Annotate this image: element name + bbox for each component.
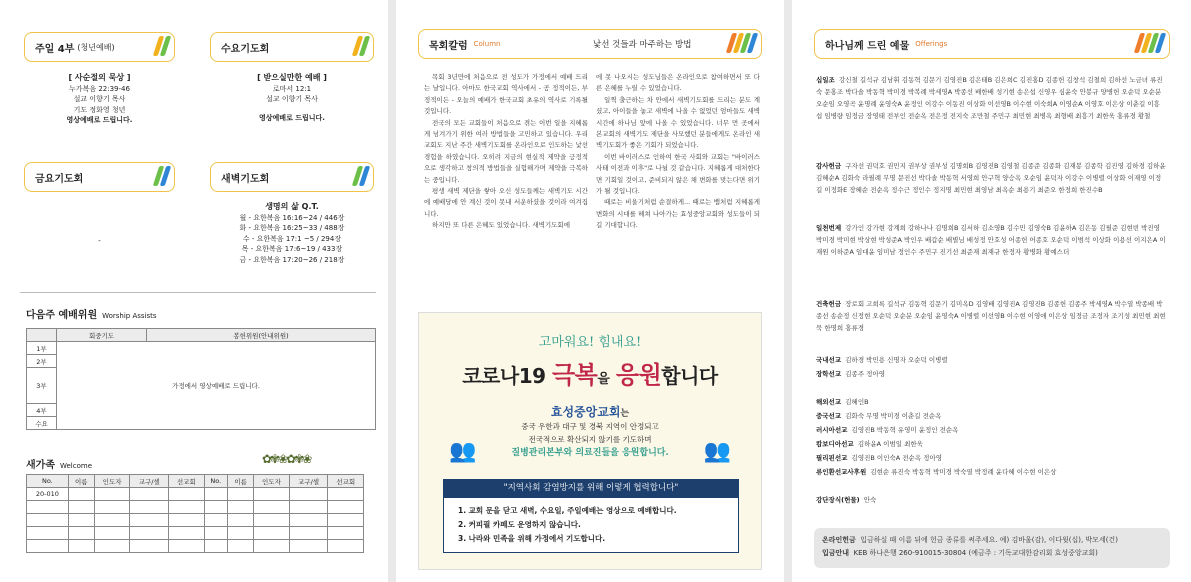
church-logo-icon bbox=[156, 166, 168, 186]
table-header: 인도자 bbox=[94, 475, 129, 488]
column-paragraph: 하지만 또 다른 은혜도 있었습니다. 새벽기도회에 bbox=[432, 221, 570, 230]
headline-part: 합니다 bbox=[661, 364, 718, 388]
page-column bbox=[396, 0, 784, 582]
page-gap bbox=[784, 0, 792, 582]
offering-group bbox=[816, 298, 1166, 334]
headline-part: 응원 bbox=[615, 361, 662, 389]
offering-group bbox=[816, 396, 1166, 408]
sunday-prayer: 기도 정화영 청년 bbox=[73, 105, 126, 114]
offerings-en: Offerings bbox=[915, 40, 948, 48]
offering-group bbox=[816, 410, 1166, 422]
offering-group bbox=[816, 222, 1166, 258]
offering-names: 김영진B 이인숙A 전순옥 정아영 bbox=[851, 454, 942, 462]
poster-item: 2. 커피필 카페도 운영하지 않습니다. bbox=[458, 520, 581, 529]
sunday-service-sub: (청년예배) bbox=[77, 42, 115, 52]
church-logo-icon bbox=[355, 36, 367, 56]
new-family-table bbox=[26, 474, 364, 553]
friday-service-title: 금요기도회 bbox=[35, 173, 84, 185]
table-header: 선교회 bbox=[328, 475, 364, 488]
offering-label: 일천번제 bbox=[816, 224, 842, 232]
offering-label: 십일조 bbox=[816, 76, 835, 84]
row-label: 2부 bbox=[27, 355, 57, 368]
dawn-row: 금 - 요한복음 17:20~26 / 218장 bbox=[239, 255, 345, 264]
row-label: 4부 bbox=[27, 404, 57, 417]
dawn-row: 월 - 요한복음 16:16~24 / 446장 bbox=[239, 213, 345, 222]
offering-label: 러시아선교 bbox=[816, 426, 848, 434]
offering-label: 필리핀선교 bbox=[816, 454, 848, 462]
table-header: 이름 bbox=[228, 475, 254, 488]
poster-line: 질병관리본부와 의료진들을 응원합니다. bbox=[511, 448, 669, 458]
table-header: No. bbox=[204, 475, 228, 488]
offering-names: 김하윤A 이범일 최한욱 bbox=[857, 440, 923, 448]
wednesday-preacher: 설교 이향기 목사 bbox=[266, 95, 318, 103]
offering-group bbox=[816, 424, 1166, 436]
church-logo-icon bbox=[729, 33, 755, 53]
table-header: 회중기도 bbox=[57, 329, 147, 342]
poster-line: 전국적으로 확산되지 않기를 기도하며 bbox=[528, 435, 652, 444]
poster-banner: "지역사회 감염방지를 위해 이렇게 협력합니다" bbox=[443, 479, 739, 497]
offering-group bbox=[816, 160, 1166, 196]
dawn-heading: 생명의 삶 Q.T. bbox=[265, 202, 319, 211]
dawn-service-title: 새벽기도회 bbox=[221, 173, 270, 185]
sunday-preacher: 설교 이향기 목사 bbox=[73, 95, 126, 103]
column-paragraph: 이번 바이러스로 인하여 한국 사회와 교회는 "바이러스사태 이전과 이후"로 나뉠 것 같습니다. 지혜롭게 대처한다면 기회일 것이고, 준비되지 않은 채 변화를 맞는다면 위기가 될 것입니다. bbox=[596, 152, 760, 196]
offering-group bbox=[816, 74, 1166, 122]
bank-label: 입금안내 bbox=[822, 549, 850, 557]
column-paragraph: 일찍 출근하는 차 안에서 새벽기도회를 드리는 분도 계셨고, 아이들을 놓고 새벽에 나올 수 없었던 엄마들도 새벽 시간에 하나님 앞에 나올 수 있었습니다. 너무 먼 곳에서 본교회의 새벽기도 제단을 사모했던 분들에게도 온라인 새벽기도회가 좋은 기회가 되었습니다. bbox=[596, 95, 760, 150]
row-label: 1부 bbox=[27, 342, 57, 355]
bank-label: 온라인헌금 bbox=[822, 536, 856, 544]
offering-group bbox=[816, 354, 1166, 366]
poster-church-tail: 는 bbox=[620, 409, 630, 419]
medical-staff-icon: 👥 bbox=[703, 439, 731, 464]
table-header: 이름 bbox=[68, 475, 94, 488]
column-paragraph: 에 못 나오시는 성도님들은 온라인으로 참여하면서 또 다른 은혜를 누릴 수 있었습니다. bbox=[596, 73, 760, 93]
dawn-row: 목 - 요한복음 17:6~19 / 433장 bbox=[241, 245, 343, 253]
offering-label: 건축헌금 bbox=[816, 300, 842, 308]
table-header: 인도자 bbox=[254, 475, 289, 488]
sunday-sermon-title: [ 사순절의 묵상 ] bbox=[68, 73, 131, 82]
sunday-note: 영상예배로 드립니다. bbox=[66, 116, 133, 124]
offering-label: 류인환선교사후원 bbox=[816, 468, 867, 476]
offering-label: 감사헌금 bbox=[816, 162, 842, 170]
dawn-service-details bbox=[210, 202, 374, 265]
column-tag bbox=[418, 29, 762, 59]
column-paragraph: 목회 3년만에 처음으로 전 성도가 가정에서 예배 드리는 날입니다. 아마도 한국교회 역사에서 - 공 정적이든, 부정적이든 - 오늘의 예배가 한국교회 초유의 역사로 기록될 것입니다. bbox=[424, 73, 588, 116]
sunday-service-tag bbox=[24, 32, 175, 62]
bank-text: 입금하실 때 이름 뒤에 헌금 종류를 써주세요. 예) 김바울(감), 이다윗(십), 박모세(건) bbox=[860, 536, 1118, 544]
church-logo-icon bbox=[355, 166, 367, 186]
row-label: 수요 bbox=[27, 417, 57, 430]
sunday-service-title: 주일 4부 bbox=[35, 43, 75, 55]
worship-assists-en: Worship Assists bbox=[102, 312, 157, 320]
offering-group bbox=[816, 494, 1166, 506]
wednesday-service-details bbox=[210, 73, 374, 123]
column-paragraph: 전국의 모든 교회들이 처음으로 겪는 이번 일을 지혜롭게 넘겨가기 위한 여러 방법들을 고민하고 있습니다. 우리 교회도 지난 주간 새벽기도회를 온라인으로 인도하는 낯선 경험을 하였습니다. 오히려 지금의 현실적 제약을 긍정적으로 생각하고 창의적 방법들을 실험해가며 제약을 극복하는 중입니다. bbox=[424, 118, 588, 184]
offerings-title: 하나님께 드린 예물 bbox=[825, 40, 910, 52]
dawn-row: 수 - 요한복음 17:1 ~5 / 294장 bbox=[242, 234, 342, 243]
divider bbox=[20, 292, 376, 293]
headline-part: 을 bbox=[597, 372, 610, 387]
headline-part: 극복 bbox=[552, 361, 598, 389]
offering-group bbox=[816, 452, 1166, 464]
offering-label: 강단장식(헌물) bbox=[816, 496, 860, 504]
offering-label: 장학선교 bbox=[816, 370, 842, 378]
column-en: Column bbox=[473, 40, 501, 48]
offering-names: 김화숙 무명 박미경 이춘길 전순옥 bbox=[845, 412, 942, 420]
new-family-title: 새가족 bbox=[26, 460, 55, 471]
table-header: 교구/셀 bbox=[289, 475, 328, 488]
offering-names: 강가인 강가현 강계희 강하나나 김명희B 김서하 김소영B 김수민 김영숙B 김윤하A 김은동 김필준 김현빈 박진영 박미경 박미현 박상현 박성준A 박인우 배갑순 배별님 배성정 안호성 어종헌 어종호 오순덕 이범석 이상화 이용선 이지은A 이재원 이하준A 임대윤 임미남 정인수 주민구 진기선 최준재 최재규 한정자 황병화 황예스더 bbox=[816, 224, 1166, 256]
row-label: 3부 bbox=[27, 368, 57, 404]
worship-assists-heading bbox=[26, 306, 157, 321]
column-right-text bbox=[596, 72, 760, 232]
table-header: 선교회 bbox=[169, 475, 204, 488]
table-header: No. bbox=[27, 475, 69, 488]
offerings-tag bbox=[814, 29, 1170, 59]
offering-names: 김종주 정아영 bbox=[845, 370, 886, 378]
offering-group bbox=[816, 368, 1166, 380]
column-paragraph: 때로는 비울기처럼 순결하게... 때로는 뱀처럼 지혜롭게 변화의 시대를 헤쳐 나아가는 효성중앙교회와 성도들이 되길 기대합니다. bbox=[596, 198, 760, 230]
sunday-service-details bbox=[24, 73, 175, 126]
column-title: 목회칼럼 bbox=[429, 40, 468, 52]
bank-text: KEB 하나은행 260-910015-30804 (예금주 : 기독교대한감리회 효성중앙교회) bbox=[853, 549, 1098, 557]
offering-names: 김혜인B bbox=[845, 398, 869, 406]
dawn-service-tag bbox=[210, 162, 374, 192]
offering-names: 김영진B 박동혁 유영미 윤정인 전순옥 bbox=[851, 426, 959, 434]
offering-label: 캄보디아선교 bbox=[816, 440, 854, 448]
page-worship-info bbox=[0, 0, 388, 582]
new-family-heading bbox=[26, 456, 92, 471]
column-paragraph: 평생 새벽 제단을 쌓아 오신 성도들께는 새벽기도 시간에 예배당에 안 계신 것이 못내 서운하셨을 것이라 여겨집니다. bbox=[424, 187, 588, 218]
table-header: 봉헌위원(안내위원) bbox=[147, 329, 376, 342]
offering-label: 국내선교 bbox=[816, 356, 842, 364]
wednesday-sermon-title: [ 받으실만한 예배 ] bbox=[257, 73, 327, 82]
friday-content: - bbox=[98, 237, 101, 245]
column-subtitle: 낯선 것들과 마주하는 방법 bbox=[593, 40, 692, 50]
worship-assists-note: 가정에서 영상예배로 드립니다. bbox=[57, 342, 376, 430]
offering-names: 김현순 류진숙 박동혁 박미경 박숙열 박정례 윤다혜 이수현 이은상 bbox=[870, 468, 1057, 476]
wednesday-service-tag bbox=[210, 32, 374, 62]
church-logo-icon bbox=[156, 36, 168, 56]
offering-names: 강신철 길석규 김남휘 김동혁 김문기 김영진B 김은태B 김은희C 김진홍D 김종헌 김창석 김철희 김하선 노금녀 류진숙 문홍조 박다솔 박동혁 박미경 박복례 박세영A 박종선 배한배 성기현 송은섭 신영우 심윤숙 안봉규 양병헌 오순덕 오순분 오순임 오영곡 윤명례 윤영숙A 윤정인 이강수 이동진 이상화 이선영B 이수현 이숙희A 이영순A 이영호 이은상 이춘길 이흥섭 임병량 임정금 장영태 전부인 전순옥 전은정 전지숙 조만철 주민구 최민현 최병옥 최형배 최흥기 최한욱 홍류경 황철 bbox=[816, 76, 1163, 120]
poster-top-text: 고마워요! 힘내요! bbox=[538, 335, 642, 350]
headline-part: 코로나19 bbox=[462, 364, 546, 388]
poster-church: 효성중앙교회 bbox=[550, 405, 621, 419]
poster-item: 3. 나라와 민족을 위해 가정에서 기도합니다. bbox=[458, 534, 606, 543]
column-left-text bbox=[424, 72, 588, 232]
wednesday-verse: 로마서 12:1 bbox=[272, 84, 312, 93]
medical-staff-icon: 👥 bbox=[449, 439, 477, 464]
offering-names: 장로회 고희록 길석규 김동혁 김문기 김미옥D 김영배 김영진A 김영진B 김종헌 김종주 박세영A 박수열 박종배 박종선 송순정 신정현 오순덕 오순분 오순임 윤영숙A 이병렬 이선영B 이수현 이영애 이은상 임정금 조정자 조기성 최민현 최현묵 한명희 홍류경 bbox=[816, 300, 1166, 332]
worship-assists-table bbox=[26, 328, 376, 430]
poster-line: 중국 우한과 대구 및 경북 지역이 안정되고 bbox=[521, 422, 659, 431]
wednesday-service-title: 수요기도회 bbox=[221, 43, 270, 55]
flower-icon: ✿✾❀✿✾❀ bbox=[262, 452, 311, 466]
page-gap bbox=[388, 0, 396, 582]
table-header: 교구/셀 bbox=[130, 475, 169, 488]
covid-support-poster bbox=[418, 312, 762, 570]
page-offerings bbox=[792, 0, 1191, 582]
offering-names: 김하경 박민용 신명자 오순덕 이병렬 bbox=[845, 356, 948, 364]
offering-group bbox=[816, 438, 1166, 450]
offering-label: 중국선교 bbox=[816, 412, 842, 420]
offering-label: 해외선교 bbox=[816, 398, 842, 406]
offering-names: 안숙 bbox=[863, 496, 877, 504]
friday-service-tag bbox=[24, 162, 175, 192]
new-family-no: 20-010 bbox=[27, 488, 69, 501]
poster-item: 1. 교회 문을 닫고 새벽, 수요일, 주일예배는 영상으로 예배합니다. bbox=[458, 506, 677, 515]
offering-names: 구자선 권덕호 권민지 권부상 권부성 김명희B 김영진B 김영철 김종준 김종화 김재봉 김종학 김진영 김하경 김하윤 김혜순A 김화숙 라필례 무명 문진선 박다솔 박동혁 서영희 안구혁 양승옥 오순임 윤덕자 이강수 이병렬 이상화 이재영 이정길 이정화E 장혜순 전순옥 정수근 정인수 정지명 최민현 최영남 최옥순 최용기 최준오 한정희 한진수B bbox=[816, 162, 1166, 194]
church-logo-icon bbox=[1137, 33, 1163, 53]
dawn-row: 화 - 요한복음 16:25~33 / 488장 bbox=[239, 224, 345, 232]
online-offering-box bbox=[814, 528, 1170, 568]
poster-headline bbox=[419, 355, 761, 390]
wednesday-note: 영상예배로 드립니다. bbox=[259, 113, 325, 122]
poster-items bbox=[443, 497, 739, 553]
sunday-verse: 누가복음 22:39-46 bbox=[69, 84, 130, 93]
worship-assists-title: 다음주 예배위원 bbox=[26, 310, 98, 321]
new-family-en: Welcome bbox=[59, 462, 93, 470]
offering-group bbox=[816, 466, 1166, 478]
